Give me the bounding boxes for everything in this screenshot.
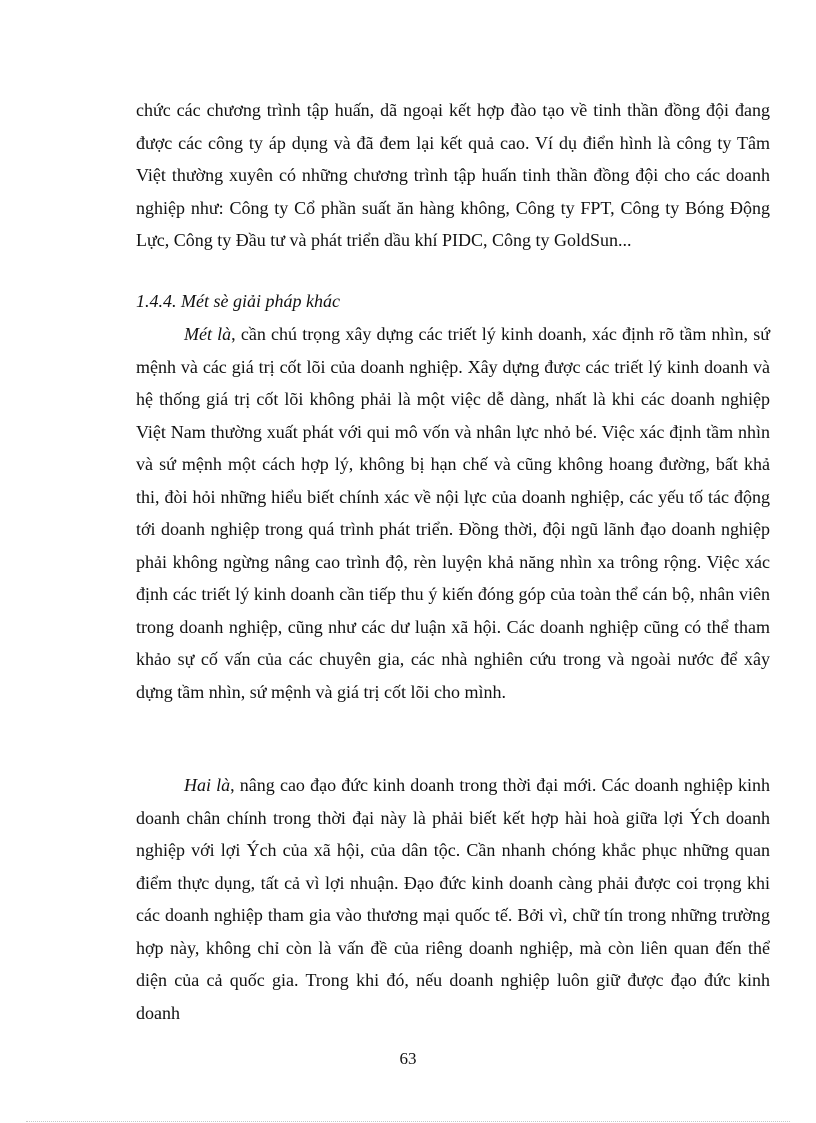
intro-paragraph-text: chức các chương trình tập huấn, dã ngoại kết hợp đào tạo về tinh thần đồng đội đang được các công ty áp dụng và đã đem lại kết quả cao. Ví dụ điển hình là công ty Tâm Việt thường xuyên có những chương trình tập huấn tinh thần đồng đội cho các doanh nghiệp như: Công ty Cổ phần suất ăn hàng không, Công ty FPT, Công ty Bóng Động Lực, Công ty Đầu tư và phát triển dầu khí PIDC, Công ty GoldSun... <box>136 100 770 250</box>
paragraph-hai-la-text: , nâng cao đạo đức kinh doanh trong thời đại mới. Các doanh nghiệp kinh doanh chân chính trong thời đại này là phải biết kết hợp hài hoà giữa lợi Ých doanh nghiệp với lợi Ých của xã hội, của dân tộc. Cần nhanh chóng khắc phục những quan điểm thực dụng, tất cả vì lợi nhuận. Đạo đức kinh doanh càng phải được coi trọng khi các doanh nghiệp tham gia vào thương mại quốc tế. Bởi vì, chữ tín trong những trường hợp này, không chỉ còn là vấn đề của riêng doanh nghiệp, mà còn liên quan đến thể diện của cả quốc gia. Trong khi đó, nếu doanh nghiệp luôn giữ được đạo đức kinh doanh <box>136 775 770 1023</box>
page-number: 63 <box>399 1049 417 1068</box>
paragraph-mot-la-lead: Mét là <box>184 324 232 344</box>
intro-paragraph <box>136 94 770 257</box>
paragraph-mot-la-text: , cần chú trọng xây dựng các triết lý kinh doanh, xác định rõ tầm nhìn, sứ mệnh và các giá trị cốt lõi của doanh nghiệp. Xây dựng được các triết lý kinh doanh và hệ thống giá trị cốt lõi không phải là một việc dễ dàng, nhất là khi các doanh nghiệp Việt Nam thường xuất phát với qui mô vốn và nhân lực nhỏ bé. Việc xác định tầm nhìn và sứ mệnh một cách hợp lý, không bị hạn chế và cũng không hoang đường, bất khả thi, đòi hỏi những hiểu biết chính xác về nội lực của doanh nghiệp, các yếu tố tác động tới doanh nghiệp trong quá trình phát triển. Đồng thời, đội ngũ lãnh đạo doanh nghiệp phải không ngừng nâng cao trình độ, rèn luyện khả năng nhìn xa trông rộng. Việc xác định các triết lý kinh doanh cần tiếp thu ý kiến đóng góp của toàn thể cán bộ, nhân viên trong doanh nghiệp, cũng như các dư luận xã hội. Các doanh nghiệp cũng có thể tham khảo sự cố vấn của các chuyên gia, các nhà nghiên cứu trong và ngoài nước để xây dựng tầm nhìn, sứ mệnh và giá trị cốt lõi cho mình. <box>136 324 770 702</box>
section-heading: 1.4.4. Mét sè giải pháp khác <box>136 291 340 311</box>
paragraph-mot-la <box>136 318 770 708</box>
paragraph-hai-la-lead: Hai là <box>184 775 231 795</box>
page-bottom-divider <box>26 1121 790 1122</box>
paragraph-hai-la <box>136 769 770 1029</box>
